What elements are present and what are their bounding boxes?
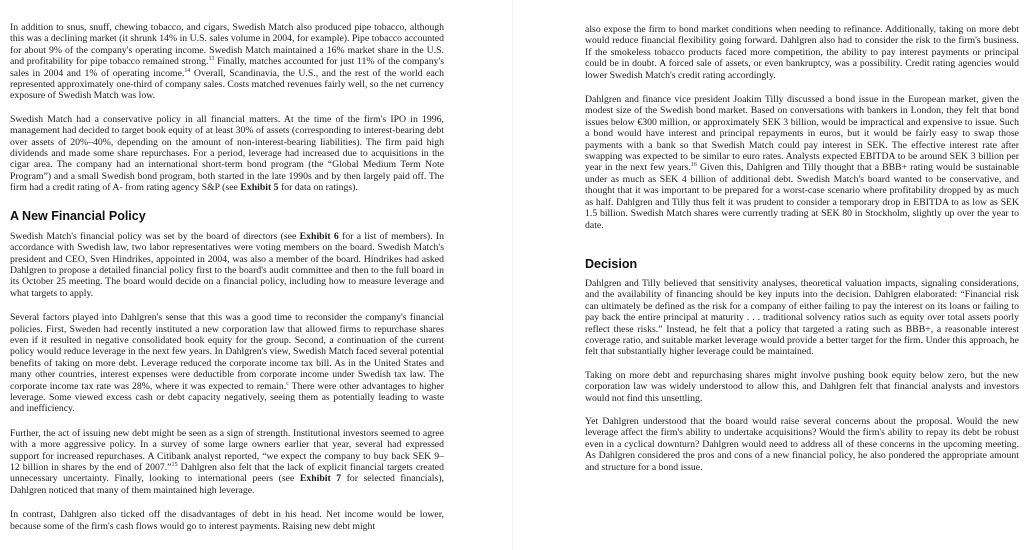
paragraph-bond-issue — [585, 94, 1019, 231]
paragraph-text: Dahlgren and finance vice president Joakim Tilly discussed a bond issue in the European market, given the modest size of the Swedish bond market. Based on conversations with bankers in London, they felt that bond issues below €300 million, or approximately SEK 3 billion, would be impractical and expensive to issue. Such a bond would have interest and principal repayments in euros, but it would be fairly easy to swap those payments with a bank so that Swedish Match could pay interest in SEK. The effective interest rate after swapping was expected to be similar to euro rates. Analysts expected EBITDA to be around SEK 3 billion per year in the next few years. — [585, 94, 1019, 174]
paragraph-text: for a list of members). In accordance with Swedish law, two labor representatives were voting members on the board. Swedish Match's president and CEO, Sven Hindrikes, appointed in 2004, was also a member of the board. Hindrikes had asked Dahlgren to propose a detailed financial policy first to the board's audit committee and then to the full board in its October 25 meeting. The board would decide on a financial policy, including how to measure leverage and what targets to apply. — [10, 230, 444, 299]
paragraph-refinancing-risk: also expose the firm to bond market conditions when needing to refinance. Additionally, taking on more debt would reduce financial flexibility going forward. Dahlgren also had to consider the risk to the firm's business. If the smokeless tobacco products faced more competition, the ability to pay interest payments or principal could be in doubt. A forced sale of assets, or even bankruptcy, was a possibility. Credit rating agencies would lower Swedish Match's credit rating accordingly. — [585, 24, 1019, 81]
exhibit-reference: Exhibit 5 — [240, 182, 279, 194]
exhibit-reference: Exhibit 6 — [299, 230, 339, 242]
paragraph-board-policy — [10, 231, 444, 299]
paragraph-text: Dahlgren also felt that the lack of explicit financial targets created unnecessary uncertainty. Finally, looking to international peers (see — [10, 462, 444, 485]
paragraph-text: Given this, Dahlgren and Tilly thought that a BBB+ rating would be sustainable under as much as SEK 4 billion of additional debt. Swedish Match's board wanted to be conservative, and thought that it was important to be prepared for a worst-case scenario where profitability dropped by as much as half. Dahlgren and Tilly thus felt it was prudent to consider a temporary drop in EBITDA to as low as SEK 1.5 billion. Swedish Match shares were currently trading at SEK 80 in Stockholm, slightly up over the year to date. — [585, 162, 1019, 231]
paragraph-leverage-benefits — [10, 312, 444, 415]
paragraph-business-segments — [10, 22, 444, 102]
page-gutter — [512, 0, 513, 550]
footnote-marker: 16 — [690, 162, 697, 169]
paragraph-negative-equity: Taking on more debt and repurchasing shares might involve pushing book equity below zero, but the new corporation law was widely understood to allow this, and Dahlgren felt that financial analysts and investors would not find this unsettling. — [585, 369, 1019, 404]
right-page-column — [585, 0, 1019, 473]
paragraph-text: for selected financials), Dahlgren noticed that many of them maintained high leverage. — [10, 473, 444, 496]
exhibit-reference: Exhibit 7 — [299, 473, 342, 485]
footnote-marker: 14 — [184, 67, 191, 74]
left-page-column — [10, 0, 444, 532]
paragraph-text: Further, the act of issuing new debt might be seen as a sign of strength. Institutional investors seemed to agree with a more aggressive policy. In a survey of some large owners earlier that year, several had expressed support for increased repurchases. A Citibank analyst reported, “we expect the company to buy back SEK 9–12 billion in shares by the end of 2007.” — [10, 427, 444, 473]
section-heading-new-financial-policy: A New Financial Policy — [10, 208, 146, 223]
section-heading-decision: Decision — [585, 256, 638, 271]
paragraph-text: for data on ratings). — [278, 182, 358, 194]
paragraph-signal-of-strength — [10, 428, 444, 496]
paragraph-board-concerns: Yet Dahlgren understood that the board would raise several concerns about the proposal. Would the new leverage affect the firm's ability to undertake acquisitions? Would the firm's ability to repay its debt be robust even in a cyclical downturn? Dahlgren would need to address all of these concerns in the upcoming meeting. As Dahlgren considered the pros and cons of a new financial policy, he also pondered the appropriate amount and structure for a bond issue. — [585, 415, 1019, 473]
footnote-marker: c — [286, 380, 289, 387]
paragraph-text: Swedish Match had a conservative policy in all financial matters. At the time of the firm's IPO in 1996, management had decided to target book equity of at least 30% of assets (corresponding to interest-bearing debt over assets of 20%–40%, depending on the amount of non-interest-bearing liabilities). The firm paid high dividends and made some share repurchases. For a period, leverage had increased due to acquisitions in the cigar area. The company had an international short-term bond program (the “Global Medium Term Note Program”) and a small Swedish bond program, both started in the late 1990s and by then largely paid off. The firm had a credit rating of A- from rating agency S&P (see — [10, 113, 444, 194]
footnote-marker: 13 — [208, 55, 215, 62]
footnote-marker: 15 — [171, 461, 178, 468]
paragraph-decision-inputs: Dahlgren and Tilly believed that sensitivity analyses, theoretical valuation impacts, signaling considerations, and the availability of financing should be key inputs into the decision. Dahlgren elaborated: “Financial risk can ultimately be defined as the risk for a company of either failing to pay the interest on its loans or failing to pay back the entire principal at maturity . . . traditional solvency ratios such as equity over total assets poorly reflect these risks.” Instead, he felt that a policy that targeted a rating such as BBB+, a reasonable interest coverage ratio, and suitable market leverage would provide a better target for the firm. Under this approach, he felt that substantially higher leverage could be maintained. — [585, 277, 1019, 358]
paragraph-text: In addition to snus, snuff, chewing tobacco, and cigars, Swedish Match also produced pipe tobacco, although this was a declining market (it shrunk 14% in U.S. sales volume in 2004, for example). Pipe tobacco accounted for about 9% of the company's operating income. Swedish Match maintained a 16% market share in the U.S. and profitability for pipe tobacco remained strong. — [10, 22, 444, 68]
paragraph-text: Swedish Match's financial policy was set by the board of directors (see — [10, 230, 300, 242]
paragraph-text: Overall, Scandinavia, the U.S., and the rest of the world each represented approximately one-third of company sales. Costs matched revenues fairly well, so the net currency exposure of Swedish Match was low. — [10, 67, 445, 102]
paragraph-text: There were other advantages to higher leverage. Some viewed excess cash or debt capacity negatively, seeing them as potentially leading to waste and inefficiency. — [10, 380, 444, 415]
paragraph-text: Several factors played into Dahlgren's sense that this was a good time to reconsider the company's financial policies. First, Sweden had recently instituted a new corporation law that allowed firms to repurchase shares even if it resulted in negative consolidated book equity for the group. Second, a continuation of the current policy would reduce leverage in the next few years. In Dahlgren's view, Swedish Match faced several potential benefits of taking on more debt. Leverage reduced the corporate income tax bill. As in the United States and many other countries, interest expenses were deductible from corporate income under Swedish tax law. The corporate income tax rate was 28%, where it was expected to remain. — [10, 312, 444, 392]
paragraph-conservative-policy — [10, 114, 444, 194]
paragraph-debt-disadvantages: In contrast, Dahlgren also ticked off the disadvantages of debt in his head. Net income would be lower, because some of the firm's cash flows would go to interest payments. Raising new debt might — [10, 509, 444, 532]
paragraph-text: Finally, matches accounted for just 11% of the company's sales in 2004 and 1% of operating income. — [10, 56, 444, 79]
